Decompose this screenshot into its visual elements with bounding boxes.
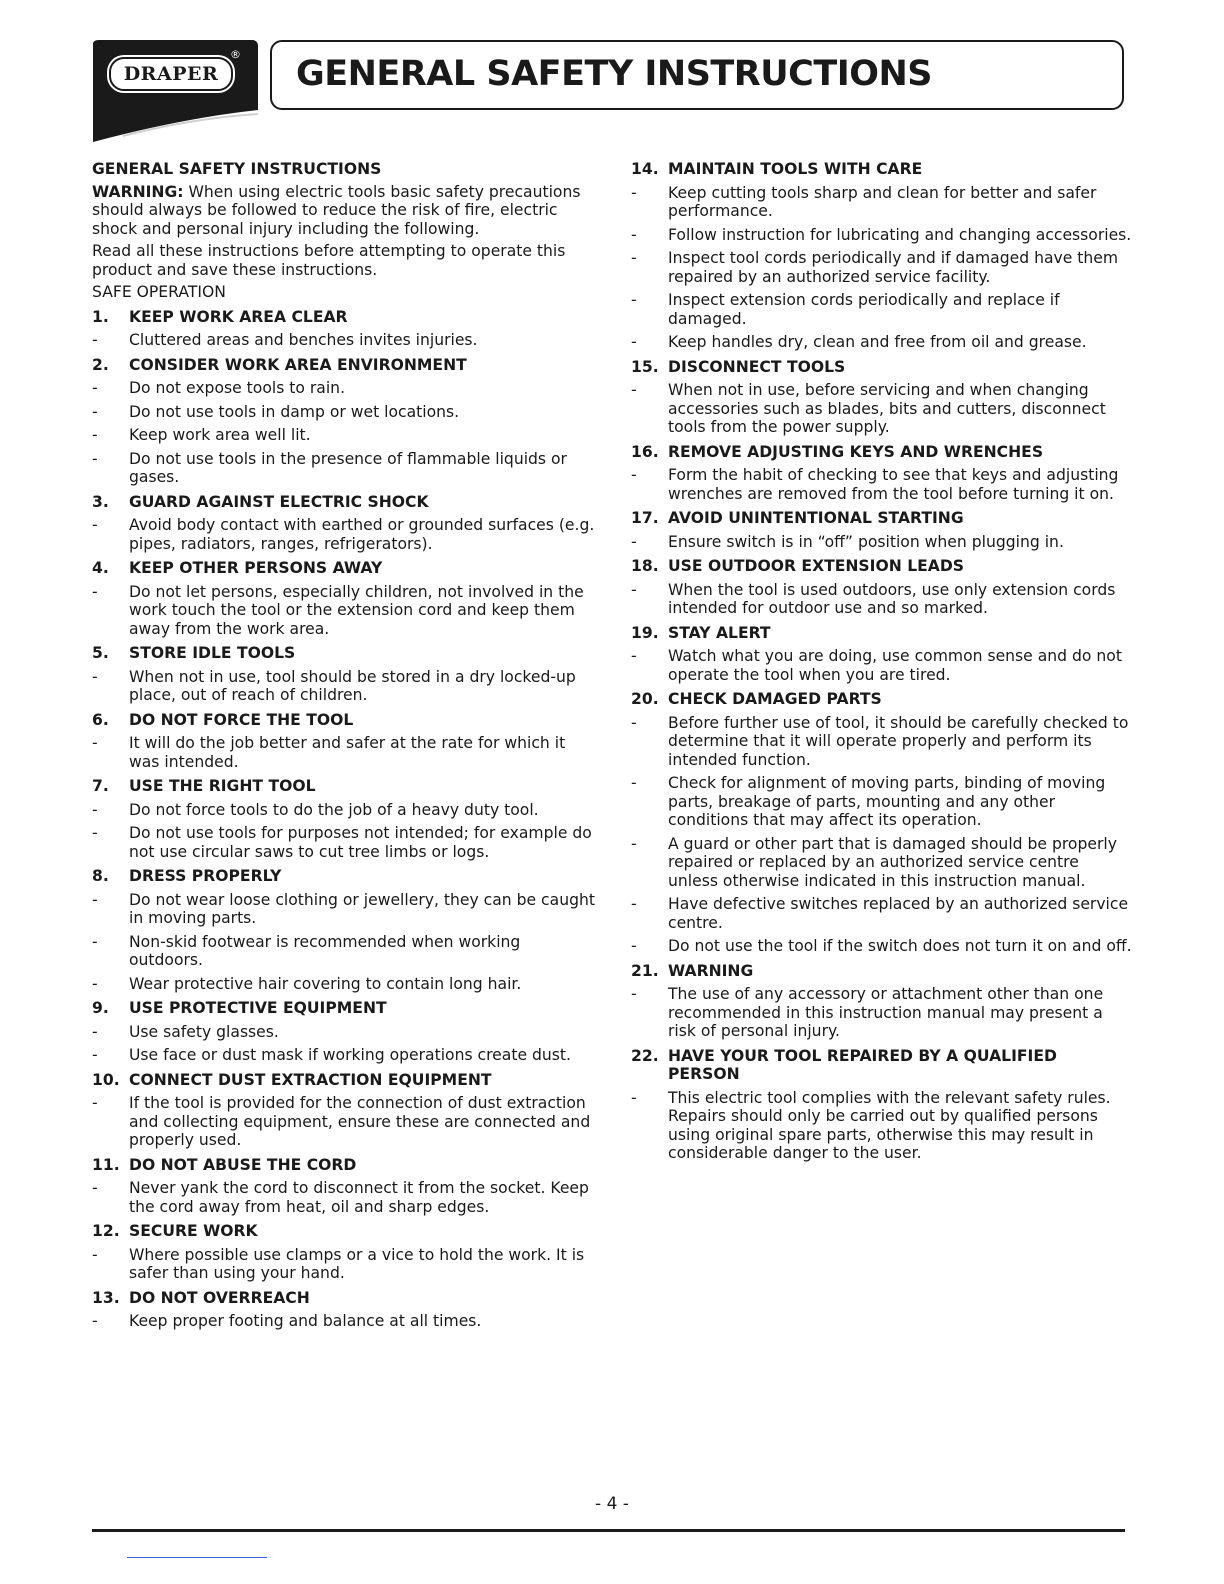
bullet-item — [631, 291, 1133, 328]
bullet-item — [92, 1046, 597, 1065]
section-title — [92, 1156, 597, 1175]
bullet-text: Wear protective hair covering to contain long hair. — [129, 974, 522, 993]
dash-marker: - — [631, 580, 637, 599]
section-number: 11. — [92, 1155, 120, 1174]
bullet-item — [631, 226, 1133, 245]
bullet-text: Do not use tools in the presence of flammable liquids or gases. — [129, 449, 567, 486]
bullet-text: Inspect tool cords periodically and if damaged have them repaired by an authorized service facility. — [668, 249, 1119, 286]
bullet-text: Do not use tools for purposes not intended; for example do not use circular saws to cut tree limbs or logs. — [129, 824, 592, 861]
right-column — [631, 160, 1133, 1163]
dash-marker: - — [631, 381, 637, 399]
section-number: 15. — [631, 357, 659, 376]
bullet-item — [92, 1312, 597, 1331]
bullet-item — [92, 331, 597, 350]
section-title-text: DO NOT OVERREACH — [129, 1288, 310, 1307]
bullet-item — [92, 1246, 597, 1283]
section-title-text: KEEP OTHER PERSONS AWAY — [129, 559, 383, 577]
section-title — [92, 999, 597, 1018]
bullet-item — [92, 403, 597, 422]
section-number: 5. — [92, 644, 109, 662]
section-title-text: DRESS PROPERLY — [129, 867, 282, 885]
section-title-text: WARNING — [668, 961, 754, 980]
bullet-text: Never yank the cord to disconnect it from the socket. Keep the cord away from heat, oil and sharp edges. — [129, 1179, 589, 1216]
section-title — [92, 1071, 597, 1090]
section-title — [92, 493, 597, 512]
bullet-item — [92, 1023, 597, 1042]
bullet-text: If the tool is provided for the connection of dust extraction and collecting equipment, ensure these are connected and properly used. — [129, 1094, 591, 1149]
section-title-text: GUARD AGAINST ELECTRIC SHOCK — [129, 492, 429, 511]
bullet-text: When the tool is used outdoors, use only extension cords intended for outdoor use and so marked. — [668, 580, 1116, 617]
section-title — [92, 559, 597, 578]
bullet-text: Where possible use clamps or a vice to hold the work. It is safer than using your hand. — [129, 1245, 585, 1282]
section-title-text: STORE IDLE TOOLS — [129, 644, 296, 662]
bullet-text: Keep cutting tools sharp and clean for better and safer performance. — [668, 183, 1097, 220]
dash-marker: - — [631, 532, 637, 551]
section-number: 17. — [631, 509, 659, 527]
section-number: 9. — [92, 999, 109, 1017]
bullet-item — [631, 985, 1133, 1041]
bullet-text: A guard or other part that is damaged should be properly repaired or replaced by an authorized service centre unless otherwise indicated in this instruction manual. — [668, 834, 1117, 890]
dash-marker: - — [631, 225, 637, 244]
bullet-item — [631, 533, 1133, 552]
section-title-text: USE OUTDOOR EXTENSION LEADS — [668, 557, 965, 575]
bullet-item — [631, 937, 1133, 956]
bullet-text: It will do the job better and safer at the rate for which it was intended. — [129, 734, 566, 771]
section-number: 3. — [92, 492, 109, 511]
section-title-text: REMOVE ADJUSTING KEYS AND WRENCHES — [668, 442, 1044, 461]
bullet-item — [631, 714, 1133, 770]
dash-marker: - — [631, 937, 637, 955]
section-title — [631, 962, 1133, 981]
bullet-text: The use of any accessory or attachment other than one recommended in this instruction manual may present a risk of personal injury. — [668, 985, 1104, 1040]
dash-marker: - — [92, 1022, 98, 1041]
section-title — [631, 509, 1133, 528]
draper-logo — [93, 40, 258, 145]
section-title — [92, 777, 597, 796]
section-title-text: USE THE RIGHT TOOL — [129, 777, 316, 795]
dash-marker: - — [92, 331, 98, 349]
dash-marker: - — [631, 1088, 637, 1107]
bullet-item — [92, 450, 597, 487]
bullet-item — [92, 1179, 597, 1216]
bullet-item — [631, 381, 1133, 437]
bullet-item — [631, 581, 1133, 618]
bullet-item — [92, 516, 597, 553]
section-heading: GENERAL SAFETY INSTRUCTIONS — [92, 160, 382, 178]
bullet-item — [631, 333, 1133, 352]
bullet-text: Check for alignment of moving parts, binding of moving parts, breakage of parts, mounting and any other conditions that may affect its operation. — [668, 774, 1106, 829]
bullet-text: Keep proper footing and balance at all times. — [129, 1312, 482, 1330]
dash-marker: - — [92, 582, 98, 601]
bullet-text: Have defective switches replaced by an authorized service centre. — [668, 895, 1129, 932]
bullet-text: Do not expose tools to rain. — [129, 379, 346, 397]
bullet-item — [631, 1089, 1133, 1163]
section-title-text: STAY ALERT — [668, 623, 771, 642]
section-title — [631, 1047, 1133, 1084]
bullet-text: Non-skid footwear is recommended when working outdoors. — [129, 932, 521, 969]
section-title — [92, 1222, 597, 1241]
dash-marker: - — [631, 895, 637, 913]
bullet-text: Do not use the tool if the switch does not turn it on and off. — [668, 937, 1132, 955]
bullet-text: Use face or dust mask if working operations create dust. — [129, 1046, 571, 1064]
section-title-text: CONSIDER WORK AREA ENVIRONMENT — [129, 355, 467, 374]
bullet-item — [631, 647, 1133, 684]
dash-marker: - — [631, 466, 637, 484]
section-title-text: DISCONNECT TOOLS — [668, 357, 846, 376]
dash-marker: - — [631, 713, 637, 732]
section-number: 12. — [92, 1222, 120, 1240]
dash-marker: - — [92, 824, 98, 842]
section-number: 1. — [92, 307, 109, 326]
dash-marker: - — [631, 834, 637, 853]
section-title — [631, 160, 1133, 179]
section-number: 8. — [92, 867, 109, 885]
bullet-item — [92, 379, 597, 398]
footer-blue-line — [127, 1557, 267, 1558]
section-number: 10. — [92, 1070, 120, 1089]
registered-mark: ® — [230, 48, 241, 61]
section-number: 18. — [631, 557, 659, 575]
bullet-text: This electric tool complies with the relevant safety rules. Repairs should only be carried out by qualified persons using original spare parts, otherwise this may result in considerable danger to the user. — [668, 1088, 1111, 1162]
section-title — [92, 711, 597, 730]
left-column — [92, 160, 597, 1331]
dash-marker: - — [92, 800, 98, 819]
bullet-text: Do not let persons, especially children, not involved in the work touch the tool or the extension cord and keep them away from the work area. — [129, 582, 584, 638]
dash-marker: - — [631, 249, 637, 267]
dash-marker: - — [631, 183, 637, 202]
bullet-text: Do not wear loose clothing or jewellery, they can be caught in moving parts. — [129, 890, 595, 927]
dash-marker: - — [631, 985, 637, 1003]
section-title — [631, 443, 1133, 462]
dash-marker: - — [92, 1046, 98, 1064]
bullet-item — [92, 824, 597, 861]
page-number: - 4 - — [595, 1494, 629, 1514]
bullet-item — [92, 583, 597, 639]
bullet-item — [631, 895, 1133, 932]
section-number: 20. — [631, 690, 659, 708]
bullet-text: Cluttered areas and benches invites injuries. — [129, 331, 478, 349]
page-title: GENERAL SAFETY INSTRUCTIONS — [296, 54, 932, 94]
dash-marker: - — [92, 932, 98, 951]
bullet-text: Before further use of tool, it should be carefully checked to determine that it will operate properly and perform its intended function. — [668, 713, 1129, 769]
bullet-text: Watch what you are doing, use common sense and do not operate the tool when you are tired. — [668, 647, 1122, 684]
section-number: 6. — [92, 710, 109, 729]
section-number: 7. — [92, 777, 109, 795]
bullet-text: When not in use, before servicing and when changing accessories such as blades, bits and cutters, disconnect tools from the power supply. — [668, 381, 1106, 436]
section-number: 13. — [92, 1288, 120, 1307]
warning-paragraph — [92, 183, 597, 239]
section-number: 21. — [631, 961, 659, 980]
dash-marker: - — [92, 734, 98, 752]
bullet-item — [92, 801, 597, 820]
section-title — [92, 1289, 597, 1308]
bullet-text: Use safety glasses. — [129, 1022, 279, 1041]
dash-marker: - — [92, 1312, 98, 1330]
safe-operation-label: SAFE OPERATION — [92, 283, 226, 301]
bullet-text: Form the habit of checking to see that keys and adjusting wrenches are removed from the tool before turning it on. — [668, 466, 1119, 503]
section-title-text: CHECK DAMAGED PARTS — [668, 690, 882, 708]
bullet-text: Inspect extension cords periodically and replace if damaged. — [668, 291, 1060, 328]
dash-marker: - — [631, 291, 637, 309]
dash-marker: - — [92, 890, 98, 909]
bullet-item — [92, 426, 597, 445]
bullet-text: Keep handles dry, clean and free from oil and grease. — [668, 333, 1087, 351]
dash-marker: - — [92, 449, 98, 468]
section-title-text: KEEP WORK AREA CLEAR — [129, 307, 348, 326]
section-title — [631, 557, 1133, 576]
dash-marker: - — [92, 379, 98, 397]
bullet-item — [631, 249, 1133, 286]
section-number: 14. — [631, 160, 659, 178]
section-title-text: SECURE WORK — [129, 1222, 258, 1240]
footer-divider — [92, 1529, 1125, 1532]
section-number: 2. — [92, 355, 109, 374]
dash-marker: - — [92, 667, 98, 686]
bullet-text: Ensure switch is in “off” position when plugging in. — [668, 532, 1064, 551]
section-title-text: DO NOT FORCE THE TOOL — [129, 710, 354, 729]
section-title-text: CONNECT DUST EXTRACTION EQUIPMENT — [129, 1070, 492, 1089]
dash-marker: - — [92, 426, 98, 444]
bullet-item — [92, 891, 597, 928]
bullet-item — [631, 774, 1133, 830]
section-title — [92, 867, 597, 886]
dash-marker: - — [92, 1245, 98, 1264]
dash-marker: - — [92, 1094, 98, 1112]
logo-wordmark: DRAPER — [109, 57, 233, 91]
left-sections — [92, 308, 597, 1331]
title-banner — [270, 40, 1124, 110]
dash-marker: - — [92, 516, 98, 534]
bullet-item — [92, 975, 597, 994]
section-title-text: HAVE YOUR TOOL REPAIRED BY A QUALIFIED PERSON — [668, 1046, 1057, 1083]
dash-marker: - — [631, 333, 637, 351]
warning-label: WARNING: — [92, 182, 184, 201]
bullet-text: Do not force tools to do the job of a heavy duty tool. — [129, 800, 539, 819]
bullet-text: Do not use tools in damp or wet locations. — [129, 402, 460, 421]
section-title-text: MAINTAIN TOOLS WITH CARE — [668, 160, 923, 178]
dash-marker: - — [631, 774, 637, 792]
bullet-item — [92, 668, 597, 705]
dash-marker: - — [631, 647, 637, 665]
dash-marker: - — [92, 402, 98, 421]
bullet-item — [631, 466, 1133, 503]
bullet-item — [92, 734, 597, 771]
bullet-item — [92, 1094, 597, 1150]
section-title-text: DO NOT ABUSE THE CORD — [129, 1155, 357, 1174]
dash-marker: - — [92, 1179, 98, 1197]
bullet-item — [92, 933, 597, 970]
section-title — [631, 624, 1133, 643]
section-title — [92, 308, 597, 327]
section-number: 4. — [92, 559, 109, 577]
section-number: 22. — [631, 1046, 659, 1065]
right-sections — [631, 160, 1133, 1163]
bullet-item — [631, 184, 1133, 221]
read-instructions-paragraph: Read all these instructions before attempting to operate this product and save these instructions. — [92, 242, 566, 279]
bullet-text: When not in use, tool should be stored in a dry locked-up place, out of reach of children. — [129, 667, 576, 704]
section-number: 16. — [631, 442, 659, 461]
section-title — [631, 690, 1133, 709]
bullet-text: Keep work area well lit. — [129, 426, 311, 444]
section-title-text: USE PROTECTIVE EQUIPMENT — [129, 999, 387, 1017]
bullet-item — [631, 835, 1133, 891]
section-title — [92, 644, 597, 663]
dash-marker: - — [92, 974, 98, 993]
section-number: 19. — [631, 623, 659, 642]
bullet-text: Follow instruction for lubricating and changing accessories. — [668, 225, 1132, 244]
section-title — [92, 356, 597, 375]
warning-text: When using electric tools basic safety precautions should always be followed to reduce the risk of fire, electric shock and personal injury including the following. — [92, 182, 581, 238]
bullet-text: Avoid body contact with earthed or grounded surfaces (e.g. pipes, radiators, ranges, refrigerators). — [129, 516, 595, 553]
section-title-text: AVOID UNINTENTIONAL STARTING — [668, 509, 964, 527]
section-title — [631, 358, 1133, 377]
